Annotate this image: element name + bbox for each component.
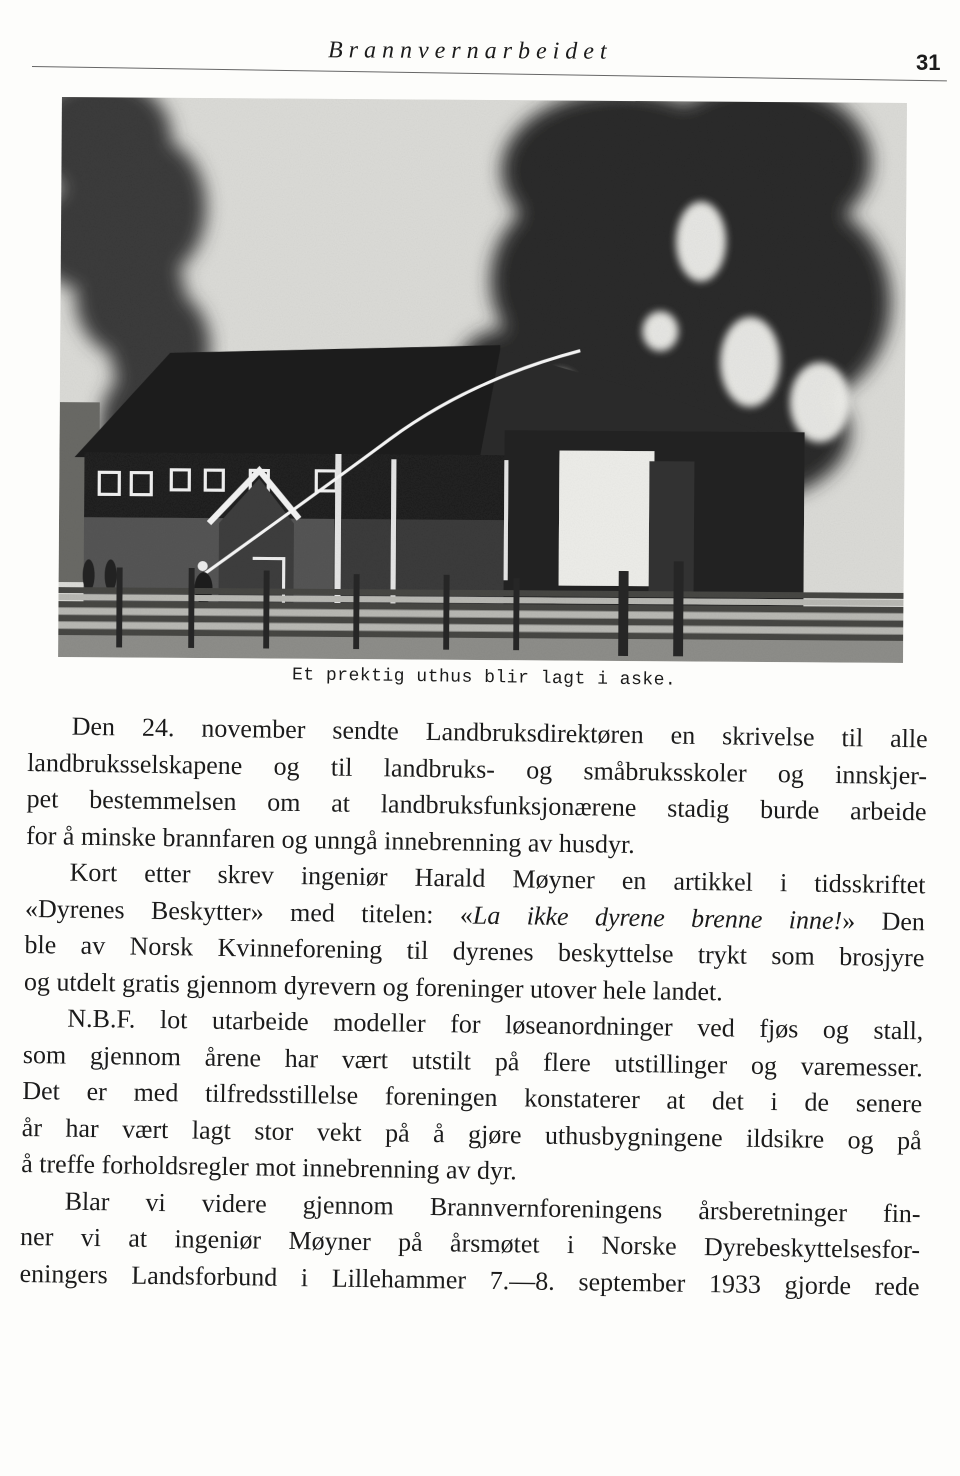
article-title: La ikke dyrene brenne inne! xyxy=(472,900,843,935)
text-line: og utdelt gratis gjennom dyrevern og foreninger utover hele landet. xyxy=(23,966,723,1006)
text-segment: «Dyrenes Beskytter» med titelen: « xyxy=(24,893,474,930)
text-line: år har vært lagt stor vekt på å gjøre uthusbygningene ildsikre og på xyxy=(21,1112,922,1155)
paragraph-4 xyxy=(19,1182,921,1305)
text-line: ner vi at ingeniør Møyner på årsmøtet i Norske Dyrebeskyttelsesfor- xyxy=(19,1221,921,1265)
burning-barn-photo xyxy=(58,97,907,663)
text-line: Blar vi videre gjennom Brannvernforeningens årsberetninger fin- xyxy=(64,1186,921,1228)
text-line: for å minske brannfaren og unngå innebrenning av husdyr. xyxy=(25,820,635,859)
header-rule xyxy=(32,66,947,81)
text-line: pet bestemmelsen om at landbruksfunksjonærene stadig burde arbeide xyxy=(26,783,927,827)
running-header xyxy=(0,28,960,88)
page-number: 31 xyxy=(916,50,941,75)
text-line: Kort etter skrev ingeniør Harald Møyner en artikkel i tidsskriftet xyxy=(69,857,926,900)
text-line: eningers Landsforbund i Lillehammer 7.—8. september 1933 gjorde rede xyxy=(19,1258,920,1301)
text-line: landbruksselskapene og til landbruks- og småbruksskoler og innskjer- xyxy=(26,747,928,790)
photo-illustration xyxy=(58,97,907,663)
text-line: å treffe forholdsregler mot innebrenning av dyr. xyxy=(21,1148,517,1186)
text-segment: » Den xyxy=(841,905,926,936)
text-line: N.B.F. lot utarbeide modeller for løseanordninger ved fjøs og stall, xyxy=(67,1003,924,1046)
text-line: ble av Norsk Kvinneforening til dyrenes beskyttelse trykt som brosjyre xyxy=(24,929,925,973)
text-line: som gjennom årene har vært utstilt på flere utstillinger og varemesser. xyxy=(22,1039,923,1082)
paragraph-1 xyxy=(26,708,928,867)
paragraph-2 xyxy=(24,854,926,1013)
text-line: Den 24. november sendte Landbruksdirektøren en skrivelse til alle xyxy=(71,711,928,754)
running-title: Brannvernarbeidet xyxy=(327,37,613,65)
figure-caption: Et prektig uthus blir lagt i aske. xyxy=(291,665,677,691)
body-text xyxy=(19,708,928,1305)
text-line: Det er med tilfredsstillelse foreningen konstaterer at det i de senere xyxy=(22,1075,923,1119)
paragraph-3 xyxy=(21,1000,924,1196)
